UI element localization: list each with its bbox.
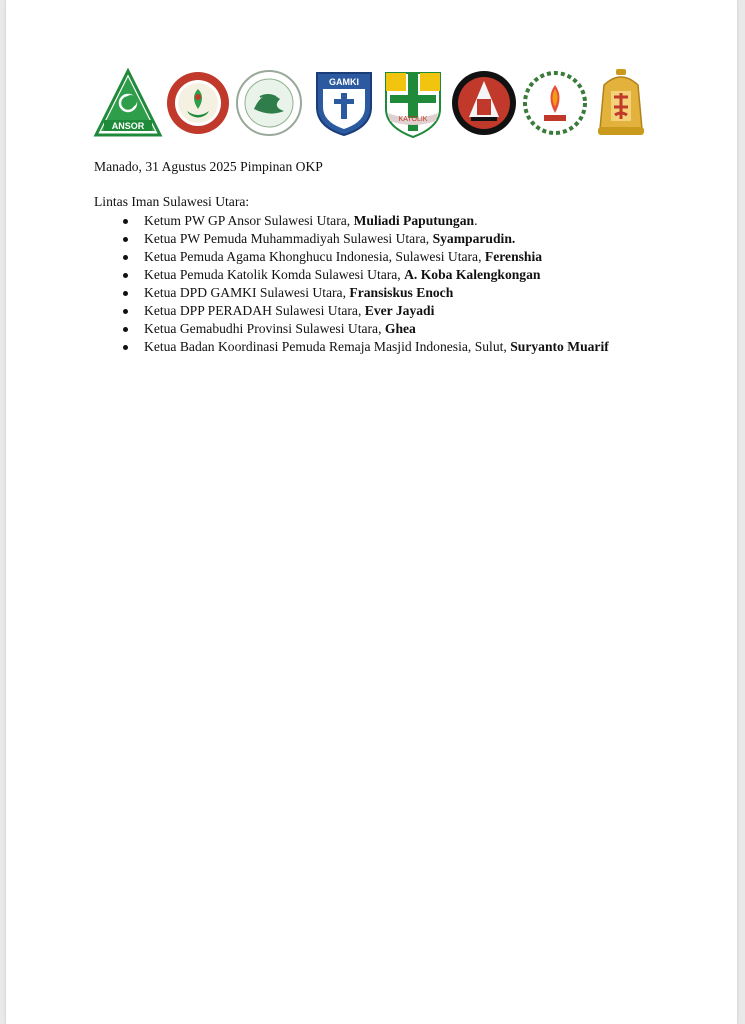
item-name: Fransiskus Enoch xyxy=(349,285,454,300)
ansor-logo-icon xyxy=(93,67,163,139)
bullet-icon xyxy=(123,237,128,242)
logo-text: GAMKI xyxy=(329,77,359,87)
list-item xyxy=(94,320,609,338)
list-item xyxy=(94,284,609,302)
list-item xyxy=(94,248,609,266)
item-text: Ketua DPP PERADAH Sulawesi Utara, xyxy=(144,303,365,318)
logo-text: KATOLIK xyxy=(398,116,428,123)
item-name: Muliadi Paputungan xyxy=(353,213,475,228)
pemuda-khonghucu-logo-icon xyxy=(520,67,590,139)
bullet-icon xyxy=(123,273,128,278)
document-page xyxy=(6,0,737,1024)
logo-text: ANSOR xyxy=(111,121,145,131)
list-item xyxy=(94,266,609,284)
pemuda-katolik-logo-icon xyxy=(378,67,448,139)
pemuda-muhammadiyah-logo-icon xyxy=(163,67,233,139)
bullet-icon xyxy=(123,309,128,314)
item-name: Ferenshia xyxy=(484,249,543,264)
item-text: Ketua Pemuda Agama Khonghucu Indonesia, Sulawesi Utara, xyxy=(144,249,485,264)
intro-heading: Lintas Iman Sulawesi Utara: xyxy=(94,194,250,209)
item-name: Syamparudin. xyxy=(432,231,516,246)
bullet-icon xyxy=(123,345,128,350)
item-text: Ketum PW GP Ansor Sulawesi Utara, xyxy=(144,213,354,228)
gamki-logo-icon xyxy=(309,67,379,139)
item-text: Ketua Pemuda Katolik Komda Sulawesi Utara, xyxy=(144,267,405,282)
item-name: Ghea xyxy=(384,321,416,336)
list-item xyxy=(94,230,609,248)
list-item xyxy=(94,302,609,320)
date-line: Manado, 31 Agustus 2025 Pimpinan OKP xyxy=(94,159,323,174)
item-name: Ever Jayadi xyxy=(364,303,435,318)
signatory-list xyxy=(94,212,609,356)
peradah-logo-icon xyxy=(449,67,519,139)
item-suffix: . xyxy=(474,213,478,228)
bullet-icon xyxy=(123,291,128,296)
logo-row xyxy=(93,67,653,139)
list-item xyxy=(94,212,609,230)
item-name: Suryanto Muarif xyxy=(510,339,609,354)
item-text: Ketua Badan Koordinasi Pemuda Remaja Masjid Indonesia, Sulut, xyxy=(144,339,511,354)
list-item xyxy=(94,338,609,356)
item-text: Ketua Gemabudhi Provinsi Sulawesi Utara, xyxy=(144,321,385,336)
item-text: Ketua PW Pemuda Muhammadiyah Sulawesi Utara, xyxy=(144,231,433,246)
item-text: Ketua DPD GAMKI Sulawesi Utara, xyxy=(144,285,350,300)
bullet-icon xyxy=(123,327,128,332)
gemabudhi-bell-logo-icon xyxy=(586,67,656,139)
bullet-icon xyxy=(123,219,128,224)
badan-koordinasi-pemuda-remaja-masjid-logo-icon xyxy=(234,67,304,139)
item-name: A. Koba Kalengkongan xyxy=(404,267,541,282)
bullet-icon xyxy=(123,255,128,260)
